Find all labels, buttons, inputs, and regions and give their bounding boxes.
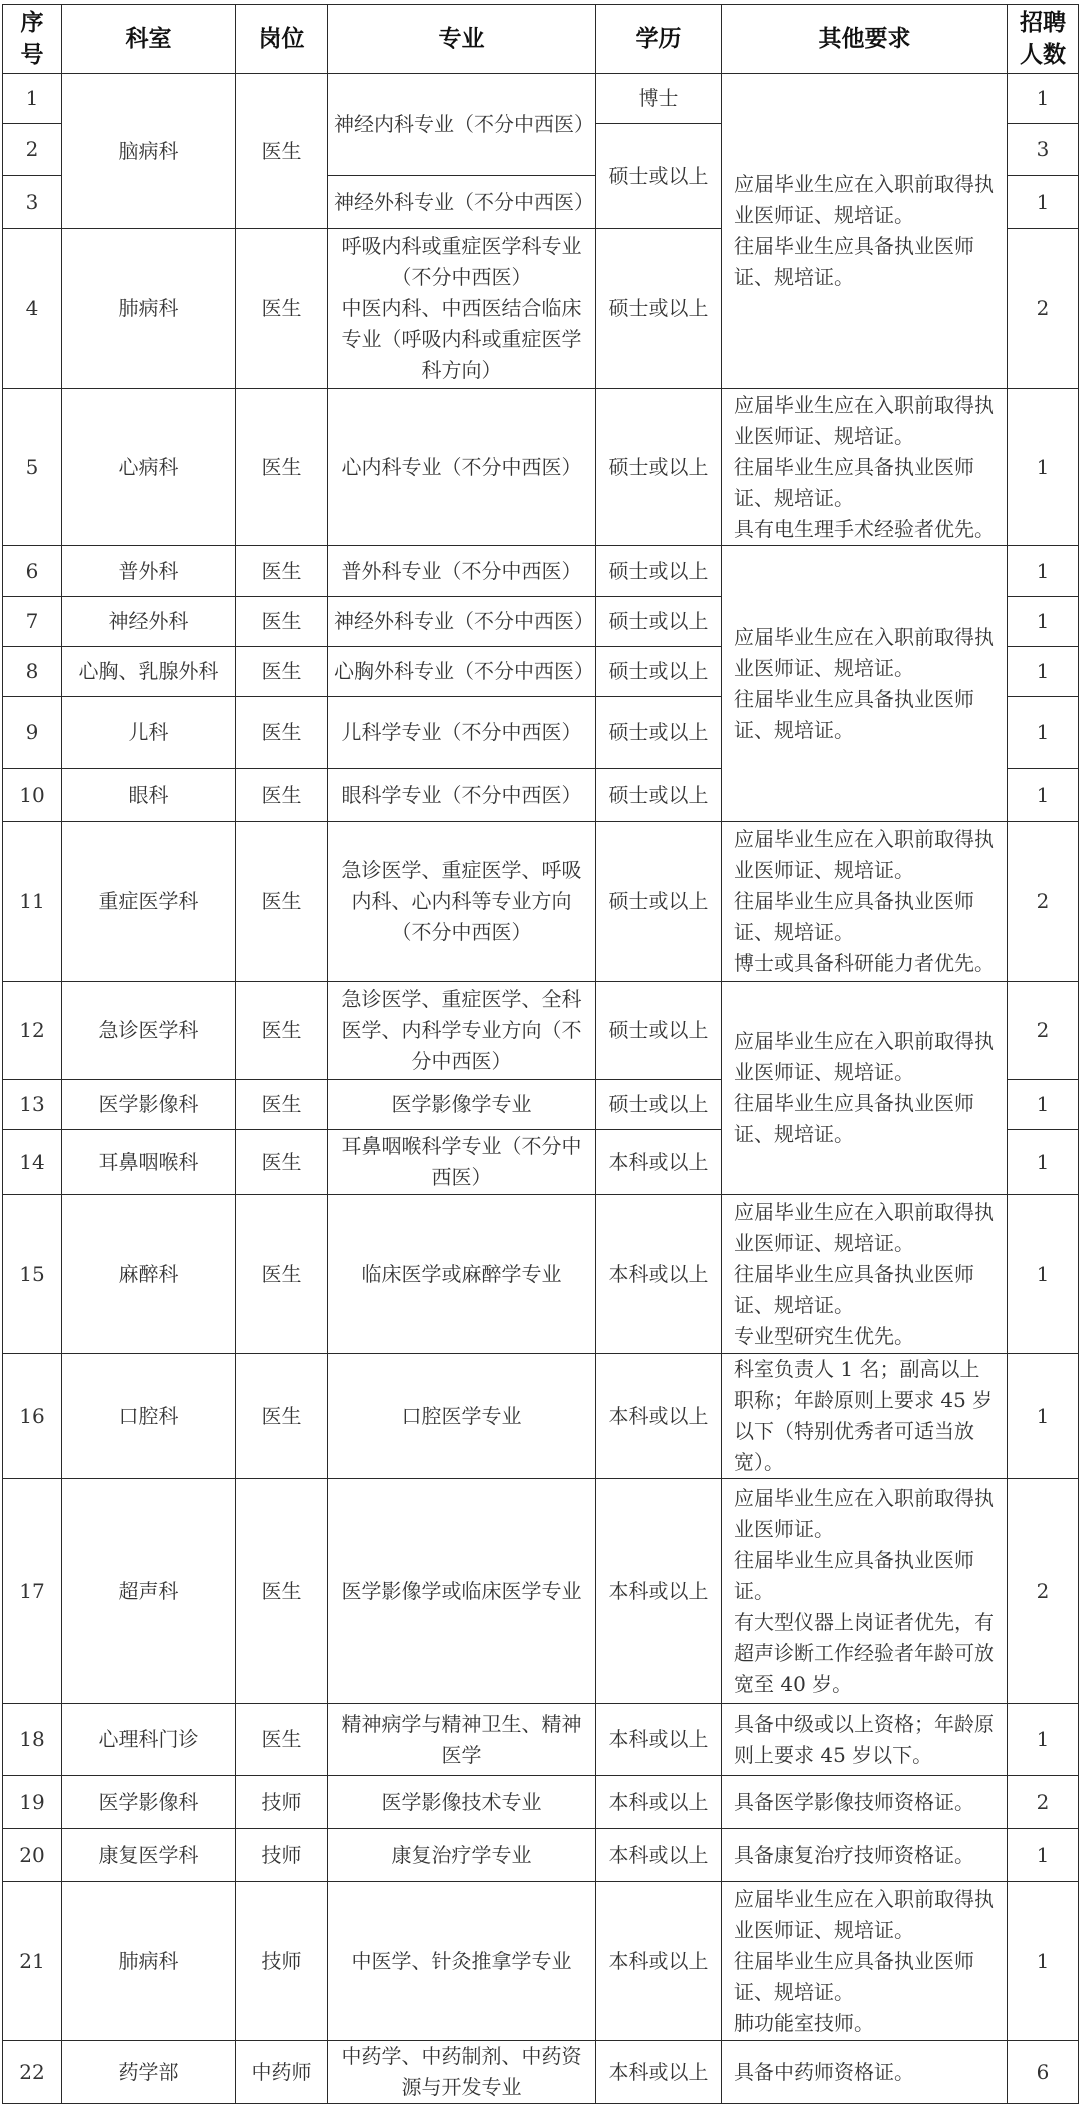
cell-major: 呼吸内科或重症医学科专业（不分中西医） 中医内科、中西医结合临床专业（呼吸内科或重症医学科方向） <box>328 229 596 389</box>
table-row <box>3 822 1079 982</box>
cell-count: 1 <box>1008 1829 1079 1882</box>
table-row <box>3 1829 1079 1882</box>
cell-post: 医生 <box>236 647 328 697</box>
cell-seq: 6 <box>3 546 62 597</box>
cell-edu: 博士 <box>596 74 722 124</box>
cell-major: 医学影像学专业 <box>328 1080 596 1130</box>
cell-edu: 硕士或以上 <box>596 597 722 647</box>
cell-major: 耳鼻咽喉科学专业（不分中西医） <box>328 1130 596 1195</box>
cell-post: 技师 <box>236 1882 328 2041</box>
header-post: 岗位 <box>236 5 328 74</box>
cell-count: 6 <box>1008 2041 1079 2104</box>
cell-dept: 药学部 <box>62 2041 236 2104</box>
table-row <box>3 389 1079 546</box>
cell-major: 医学影像技术专业 <box>328 1776 596 1829</box>
cell-dept: 急诊医学科 <box>62 982 236 1080</box>
cell-edu: 本科或以上 <box>596 1195 722 1354</box>
cell-major: 眼科学专业（不分中西医） <box>328 769 596 822</box>
cell-major: 口腔医学专业 <box>328 1354 596 1479</box>
cell-count: 2 <box>1008 1776 1079 1829</box>
cell-count: 1 <box>1008 597 1079 647</box>
cell-dept: 心胸、乳腺外科 <box>62 647 236 697</box>
cell-post: 医生 <box>236 1354 328 1479</box>
cell-count: 1 <box>1008 389 1079 546</box>
cell-dept: 心理科门诊 <box>62 1704 236 1776</box>
cell-count: 1 <box>1008 769 1079 822</box>
cell-count: 1 <box>1008 1704 1079 1776</box>
table-row <box>3 1479 1079 1704</box>
cell-req: 科室负责人 1 名；副高以上职称；年龄原则上要求 45 岁以下（特别优秀者可适当放宽）。 <box>722 1354 1008 1479</box>
cell-dept: 耳鼻咽喉科 <box>62 1130 236 1195</box>
cell-post: 医生 <box>236 1704 328 1776</box>
cell-count: 1 <box>1008 1080 1079 1130</box>
cell-req: 具备医学影像技师资格证。 <box>722 1776 1008 1829</box>
header-count: 招聘人数 <box>1008 5 1079 74</box>
cell-edu: 本科或以上 <box>596 1882 722 2041</box>
cell-major: 神经内科专业（不分中西医） <box>328 74 596 176</box>
cell-edu: 硕士或以上 <box>596 982 722 1080</box>
cell-post: 技师 <box>236 1829 328 1882</box>
table-row <box>3 1354 1079 1479</box>
cell-edu: 本科或以上 <box>596 1354 722 1479</box>
cell-count: 2 <box>1008 229 1079 389</box>
cell-seq: 19 <box>3 1776 62 1829</box>
recruitment-table <box>2 4 1079 2104</box>
cell-dept: 肺病科 <box>62 1882 236 2041</box>
cell-dept: 超声科 <box>62 1479 236 1704</box>
table-row <box>3 1776 1079 1829</box>
cell-edu: 本科或以上 <box>596 1829 722 1882</box>
table-row <box>3 1195 1079 1354</box>
cell-count: 1 <box>1008 1882 1079 2041</box>
cell-post: 医生 <box>236 1479 328 1704</box>
cell-req: 应届毕业生应在入职前取得执业医师证、规培证。 往届毕业生应具备执业医师证、规培证。 专业型研究生优先。 <box>722 1195 1008 1354</box>
cell-count: 3 <box>1008 124 1079 176</box>
cell-edu: 硕士或以上 <box>596 1080 722 1130</box>
table-row <box>3 546 1079 597</box>
cell-post: 技师 <box>236 1776 328 1829</box>
cell-count: 2 <box>1008 822 1079 982</box>
cell-seq: 11 <box>3 822 62 982</box>
cell-seq: 20 <box>3 1829 62 1882</box>
cell-dept: 麻醉科 <box>62 1195 236 1354</box>
cell-post: 医生 <box>236 74 328 229</box>
cell-dept: 心病科 <box>62 389 236 546</box>
cell-major: 康复治疗学专业 <box>328 1829 596 1882</box>
cell-dept: 医学影像科 <box>62 1080 236 1130</box>
cell-seq: 4 <box>3 229 62 389</box>
cell-post: 医生 <box>236 229 328 389</box>
cell-major: 精神病学与精神卫生、精神医学 <box>328 1704 596 1776</box>
header-seq: 序号 <box>3 5 62 74</box>
cell-req: 应届毕业生应在入职前取得执业医师证。 往届毕业生应具备执业医师证。 有大型仪器上岗证者优先，有超声诊断工作经验者年龄可放宽至 40 岁。 <box>722 1479 1008 1704</box>
cell-dept: 儿科 <box>62 697 236 769</box>
cell-count: 2 <box>1008 1479 1079 1704</box>
cell-seq: 15 <box>3 1195 62 1354</box>
cell-dept: 肺病科 <box>62 229 236 389</box>
cell-seq: 3 <box>3 176 62 229</box>
cell-post: 医生 <box>236 597 328 647</box>
cell-dept: 脑病科 <box>62 74 236 229</box>
cell-seq: 14 <box>3 1130 62 1195</box>
cell-major: 中医学、针灸推拿学专业 <box>328 1882 596 2041</box>
cell-post: 医生 <box>236 822 328 982</box>
table-row <box>3 1882 1079 2041</box>
cell-count: 1 <box>1008 697 1079 769</box>
cell-req: 应届毕业生应在入职前取得执业医师证、规培证。 往届毕业生应具备执业医师证、规培证。 博士或具备科研能力者优先。 <box>722 822 1008 982</box>
header-row <box>3 5 1079 74</box>
cell-seq: 1 <box>3 74 62 124</box>
cell-count: 1 <box>1008 1130 1079 1195</box>
cell-req: 具备康复治疗技师资格证。 <box>722 1829 1008 1882</box>
cell-edu: 硕士或以上 <box>596 389 722 546</box>
cell-edu: 硕士或以上 <box>596 697 722 769</box>
cell-major: 普外科专业（不分中西医） <box>328 546 596 597</box>
cell-post: 医生 <box>236 1195 328 1354</box>
cell-dept: 普外科 <box>62 546 236 597</box>
table-row <box>3 2041 1079 2104</box>
cell-dept: 口腔科 <box>62 1354 236 1479</box>
cell-major: 心内科专业（不分中西医） <box>328 389 596 546</box>
cell-post: 医生 <box>236 982 328 1080</box>
header-edu: 学历 <box>596 5 722 74</box>
cell-edu: 硕士或以上 <box>596 822 722 982</box>
cell-post: 医生 <box>236 1130 328 1195</box>
cell-count: 2 <box>1008 982 1079 1080</box>
cell-dept: 医学影像科 <box>62 1776 236 1829</box>
cell-seq: 22 <box>3 2041 62 2104</box>
cell-seq: 17 <box>3 1479 62 1704</box>
cell-req: 应届毕业生应在入职前取得执业医师证、规培证。 往届毕业生应具备执业医师证、规培证。 <box>722 982 1008 1195</box>
cell-seq: 13 <box>3 1080 62 1130</box>
table-row <box>3 1704 1079 1776</box>
cell-post: 医生 <box>236 389 328 546</box>
cell-post: 医生 <box>236 1080 328 1130</box>
cell-count: 1 <box>1008 647 1079 697</box>
cell-major: 神经外科专业（不分中西医） <box>328 176 596 229</box>
cell-seq: 5 <box>3 389 62 546</box>
cell-edu: 本科或以上 <box>596 1704 722 1776</box>
cell-major: 临床医学或麻醉学专业 <box>328 1195 596 1354</box>
cell-count: 1 <box>1008 176 1079 229</box>
cell-post: 中药师 <box>236 2041 328 2104</box>
cell-seq: 7 <box>3 597 62 647</box>
cell-dept: 眼科 <box>62 769 236 822</box>
cell-seq: 16 <box>3 1354 62 1479</box>
cell-major: 医学影像学或临床医学专业 <box>328 1479 596 1704</box>
cell-dept: 神经外科 <box>62 597 236 647</box>
cell-post: 医生 <box>236 697 328 769</box>
cell-edu: 硕士或以上 <box>596 546 722 597</box>
cell-major: 急诊医学、重症医学、全科医学、内科学专业方向（不分中西医） <box>328 982 596 1080</box>
cell-req: 应届毕业生应在入职前取得执业医师证、规培证。 往届毕业生应具备执业医师证、规培证。 具有电生理手术经验者优先。 <box>722 389 1008 546</box>
cell-count: 1 <box>1008 546 1079 597</box>
cell-edu: 硕士或以上 <box>596 647 722 697</box>
cell-major: 神经外科专业（不分中西医） <box>328 597 596 647</box>
cell-seq: 2 <box>3 124 62 176</box>
cell-edu: 本科或以上 <box>596 1776 722 1829</box>
cell-dept: 康复医学科 <box>62 1829 236 1882</box>
cell-seq: 21 <box>3 1882 62 2041</box>
cell-req: 应届毕业生应在入职前取得执业医师证、规培证。 往届毕业生应具备执业医师证、规培证。 肺功能室技师。 <box>722 1882 1008 2041</box>
header-req: 其他要求 <box>722 5 1008 74</box>
cell-seq: 9 <box>3 697 62 769</box>
cell-req: 具备中药师资格证。 <box>722 2041 1008 2104</box>
cell-seq: 8 <box>3 647 62 697</box>
table-row <box>3 982 1079 1080</box>
cell-major: 心胸外科专业（不分中西医） <box>328 647 596 697</box>
header-dept: 科室 <box>62 5 236 74</box>
cell-count: 1 <box>1008 1354 1079 1479</box>
cell-count: 1 <box>1008 74 1079 124</box>
cell-major: 中药学、中药制剂、中药资源与开发专业 <box>328 2041 596 2104</box>
cell-major: 儿科学专业（不分中西医） <box>328 697 596 769</box>
cell-req: 应届毕业生应在入职前取得执业医师证、规培证。 往届毕业生应具备执业医师证、规培证。 <box>722 74 1008 389</box>
cell-edu: 本科或以上 <box>596 2041 722 2104</box>
cell-post: 医生 <box>236 769 328 822</box>
cell-req: 具备中级或以上资格；年龄原则上要求 45 岁以下。 <box>722 1704 1008 1776</box>
cell-major: 急诊医学、重症医学、呼吸内科、心内科等专业方向（不分中西医） <box>328 822 596 982</box>
cell-edu: 本科或以上 <box>596 1130 722 1195</box>
header-major: 专业 <box>328 5 596 74</box>
cell-post: 医生 <box>236 546 328 597</box>
cell-seq: 10 <box>3 769 62 822</box>
cell-req: 应届毕业生应在入职前取得执业医师证、规培证。 往届毕业生应具备执业医师证、规培证。 <box>722 546 1008 822</box>
cell-edu: 本科或以上 <box>596 1479 722 1704</box>
cell-seq: 12 <box>3 982 62 1080</box>
cell-edu: 硕士或以上 <box>596 229 722 389</box>
cell-edu: 硕士或以上 <box>596 769 722 822</box>
cell-edu: 硕士或以上 <box>596 124 722 229</box>
table-row <box>3 74 1079 124</box>
cell-seq: 18 <box>3 1704 62 1776</box>
cell-count: 1 <box>1008 1195 1079 1354</box>
cell-dept: 重症医学科 <box>62 822 236 982</box>
